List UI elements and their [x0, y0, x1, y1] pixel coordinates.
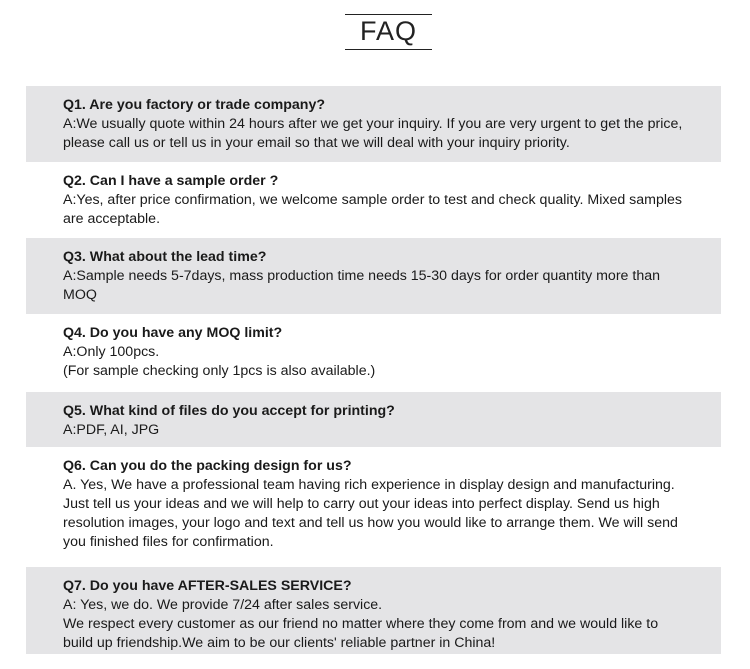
faq-answer-line: you finished files for confirmation.: [63, 534, 274, 550]
faq-answer-line: We respect every customer as our friend no matter where they come from and we would like to: [63, 616, 659, 632]
faq-answer-line: A. Yes, We have a professional team having rich experience in display design and manufacturing.: [63, 477, 675, 493]
faq-answer-line: A:Yes, after price confirmation, we welcome sample order to test and check quality. Mixed samples: [63, 192, 683, 208]
faq-question: Q2. Can I have a sample order ?: [63, 173, 279, 189]
faq-answer-line: MOQ: [63, 287, 97, 303]
faq-title-frame: [345, 14, 432, 50]
faq-answer-line: please call us or tell us in your email so that we will deal with your inquiry priority.: [63, 135, 570, 151]
faq-question: Q7. Do you have AFTER-SALES SERVICE?: [63, 578, 352, 594]
faq-answer-line: (For sample checking only 1pcs is also available.): [63, 363, 376, 379]
faq-question: Q1. Are you factory or trade company?: [63, 97, 326, 113]
faq-item-7: [26, 567, 721, 654]
faq-item-3: [26, 238, 721, 314]
faq-list: [26, 86, 721, 654]
faq-answer-line: resolution images, your logo and text and tell us how you would like to arrange them. We will send: [63, 515, 678, 531]
faq-answer-line: A:Sample needs 5-7days, mass production time needs 15-30 days for order quantity more than: [63, 268, 660, 284]
faq-question: Q4. Do you have any MOQ limit?: [63, 325, 283, 341]
faq-answer-line: A:We usually quote within 24 hours after we get your inquiry. If you are very urgent to get the price,: [63, 116, 683, 132]
faq-answer-line: build up friendship.We aim to be our clients' reliable partner in China!: [63, 635, 496, 651]
faq-answer-line: A: Yes, we do. We provide 7/24 after sales service.: [63, 597, 383, 613]
faq-item-4: [26, 314, 721, 392]
faq-question: Q3. What about the lead time?: [63, 249, 267, 265]
faq-item-6: [26, 447, 721, 567]
faq-question: Q6. Can you do the packing design for us?: [63, 458, 352, 474]
faq-item-1: [26, 86, 721, 162]
faq-question: Q5. What kind of files do you accept for printing?: [63, 403, 395, 419]
faq-item-5: [26, 392, 721, 447]
faq-answer-line: A:PDF, AI, JPG: [63, 422, 160, 438]
faq-answer-line: Just tell us your ideas and we will help to carry out your ideas into perfect display. Send us high: [63, 496, 660, 512]
faq-answer-line: are acceptable.: [63, 211, 161, 227]
faq-answer-line: A:Only 100pcs.: [63, 344, 160, 360]
faq-item-2: [26, 162, 721, 238]
page-title: FAQ: [359, 16, 417, 46]
